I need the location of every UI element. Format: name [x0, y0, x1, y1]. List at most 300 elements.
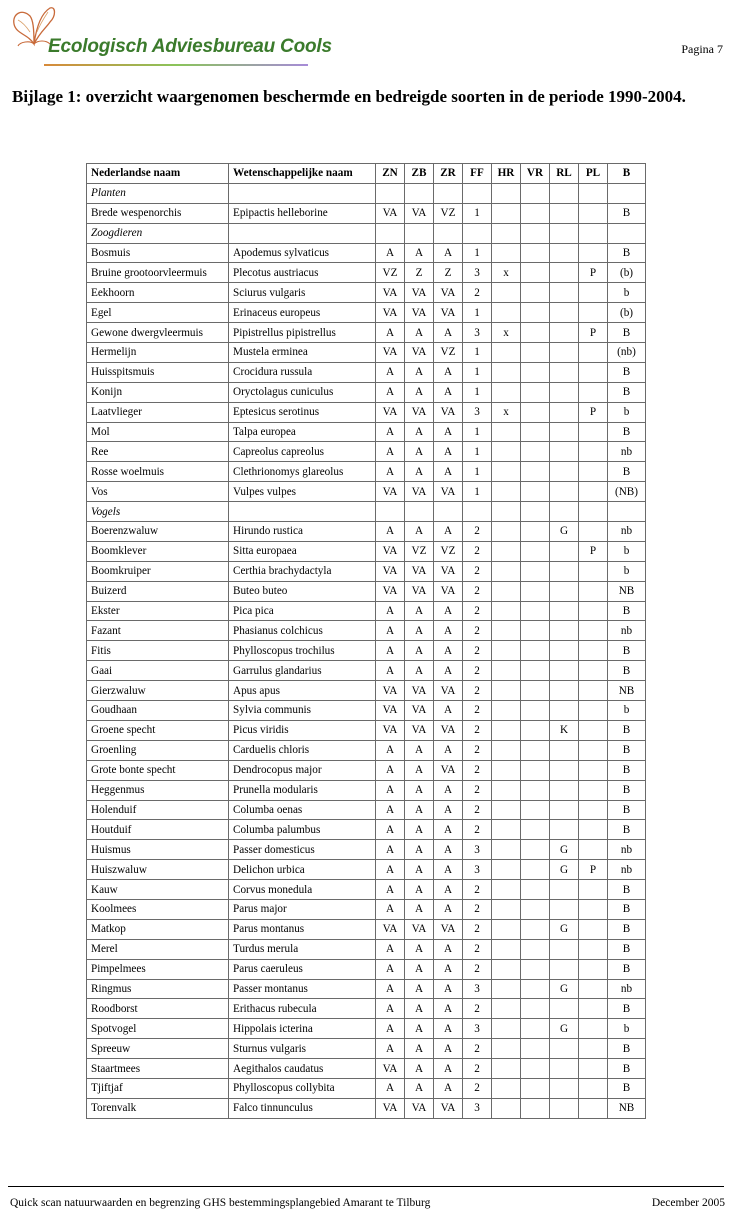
table-cell: VA — [434, 402, 463, 422]
table-cell — [521, 621, 550, 641]
table-cell: b — [608, 541, 646, 561]
table-cell: A — [376, 760, 405, 780]
table-cell — [405, 183, 434, 203]
table-row — [87, 1078, 646, 1098]
table-cell: 3 — [463, 402, 492, 422]
group-row — [87, 502, 646, 522]
table-cell — [550, 740, 579, 760]
table-cell: Plecotus austriacus — [229, 263, 376, 283]
table-cell: VA — [376, 1098, 405, 1118]
table-cell: 3 — [463, 1019, 492, 1039]
table-cell: Merel — [87, 939, 229, 959]
table-cell — [579, 681, 608, 701]
table-row — [87, 860, 646, 880]
table-cell — [550, 541, 579, 561]
table-cell: 2 — [463, 899, 492, 919]
table-cell — [550, 442, 579, 462]
table-cell: Epipactis helleborine — [229, 203, 376, 223]
table-cell — [608, 223, 646, 243]
table-cell: A — [434, 1019, 463, 1039]
table-cell — [521, 482, 550, 502]
table-cell: A — [376, 601, 405, 621]
table-cell — [521, 919, 550, 939]
table-cell: B — [608, 939, 646, 959]
table-cell — [521, 1078, 550, 1098]
table-cell: B — [608, 999, 646, 1019]
table-cell: A — [434, 323, 463, 343]
table-cell — [492, 422, 521, 442]
table-row — [87, 740, 646, 760]
table-cell: 2 — [463, 601, 492, 621]
table-cell: nb — [608, 522, 646, 542]
table-cell — [521, 462, 550, 482]
column-header: ZR — [434, 164, 463, 184]
table-cell: Vos — [87, 482, 229, 502]
table-cell: 2 — [463, 820, 492, 840]
table-cell — [521, 382, 550, 402]
table-cell: A — [405, 621, 434, 641]
table-cell: A — [434, 999, 463, 1019]
table-cell — [579, 303, 608, 323]
table-row — [87, 820, 646, 840]
table-cell — [579, 661, 608, 681]
table-cell: B — [608, 780, 646, 800]
table-cell: VA — [405, 343, 434, 363]
table-cell: 2 — [463, 541, 492, 561]
table-cell: 2 — [463, 701, 492, 721]
table-cell: nb — [608, 860, 646, 880]
table-cell: Laatvlieger — [87, 402, 229, 422]
table-cell — [521, 522, 550, 542]
table-cell — [492, 820, 521, 840]
group-label: Zoogdieren — [87, 223, 229, 243]
table-row — [87, 541, 646, 561]
table-cell: Certhia brachydactyla — [229, 561, 376, 581]
table-cell: A — [405, 820, 434, 840]
table-cell — [521, 820, 550, 840]
table-cell: VA — [434, 1098, 463, 1118]
table-cell — [492, 840, 521, 860]
table-cell — [492, 780, 521, 800]
table-cell — [550, 701, 579, 721]
table-row — [87, 1059, 646, 1079]
table-cell — [492, 223, 521, 243]
table-cell: A — [434, 1078, 463, 1098]
table-cell: 2 — [463, 780, 492, 800]
table-cell: A — [376, 621, 405, 641]
table-row — [87, 621, 646, 641]
table-cell — [521, 203, 550, 223]
table-cell: b — [608, 1019, 646, 1039]
table-cell — [492, 641, 521, 661]
table-cell: A — [405, 422, 434, 442]
table-cell: B — [608, 880, 646, 900]
table-cell: A — [376, 860, 405, 880]
table-cell — [550, 1098, 579, 1118]
table-cell — [521, 581, 550, 601]
table-cell: Matkop — [87, 919, 229, 939]
table-cell: B — [608, 422, 646, 442]
table-row — [87, 919, 646, 939]
table-row — [87, 1019, 646, 1039]
table-cell: P — [579, 860, 608, 880]
table-cell: VA — [434, 482, 463, 502]
table-cell — [579, 999, 608, 1019]
table-cell: NB — [608, 581, 646, 601]
table-cell: VA — [405, 561, 434, 581]
table-cell — [550, 1078, 579, 1098]
table-cell: Rosse woelmuis — [87, 462, 229, 482]
table-cell: VA — [376, 919, 405, 939]
table-cell: 1 — [463, 482, 492, 502]
table-cell: A — [434, 621, 463, 641]
table-cell: A — [434, 522, 463, 542]
table-row — [87, 203, 646, 223]
table-cell — [492, 1019, 521, 1039]
column-header: PL — [579, 164, 608, 184]
table-cell: Holenduif — [87, 800, 229, 820]
table-row — [87, 840, 646, 860]
table-cell — [463, 183, 492, 203]
table-cell — [550, 303, 579, 323]
table-cell — [521, 681, 550, 701]
table-cell — [492, 919, 521, 939]
table-cell: Picus viridis — [229, 720, 376, 740]
table-cell — [550, 482, 579, 502]
table-cell: 2 — [463, 522, 492, 542]
table-cell: 2 — [463, 661, 492, 681]
table-cell — [550, 780, 579, 800]
table-cell — [521, 343, 550, 363]
table-cell: VA — [434, 681, 463, 701]
table-cell: VA — [376, 701, 405, 721]
table-cell: Apus apus — [229, 681, 376, 701]
table-cell — [550, 820, 579, 840]
table-cell — [521, 899, 550, 919]
table-cell: Phylloscopus collybita — [229, 1078, 376, 1098]
table-cell — [492, 581, 521, 601]
table-cell: Heggenmus — [87, 780, 229, 800]
table-cell: A — [405, 362, 434, 382]
table-cell — [521, 860, 550, 880]
table-cell — [550, 1039, 579, 1059]
table-row — [87, 641, 646, 661]
table-cell — [492, 1059, 521, 1079]
table-cell: A — [434, 740, 463, 760]
table-cell: A — [376, 522, 405, 542]
table-cell: 2 — [463, 740, 492, 760]
table-cell: A — [405, 601, 434, 621]
table-cell: A — [405, 442, 434, 462]
table-cell: Pipistrellus pipistrellus — [229, 323, 376, 343]
table-cell: A — [405, 860, 434, 880]
table-cell — [434, 223, 463, 243]
table-cell: Columba palumbus — [229, 820, 376, 840]
table-cell: Falco tinnunculus — [229, 1098, 376, 1118]
table-cell: A — [376, 800, 405, 820]
table-cell: A — [376, 740, 405, 760]
table-cell: Sciurus vulgaris — [229, 283, 376, 303]
table-row — [87, 899, 646, 919]
table-cell: VA — [405, 1098, 434, 1118]
table-cell — [579, 183, 608, 203]
table-cell: VA — [376, 1059, 405, 1079]
table-cell: A — [376, 661, 405, 681]
table-row — [87, 601, 646, 621]
table-cell: Sylvia communis — [229, 701, 376, 721]
table-cell: Crocidura russula — [229, 362, 376, 382]
table-cell: 2 — [463, 800, 492, 820]
table-cell — [492, 382, 521, 402]
table-cell — [492, 462, 521, 482]
table-cell: G — [550, 522, 579, 542]
table-cell: A — [376, 323, 405, 343]
table-cell — [521, 601, 550, 621]
table-cell — [521, 740, 550, 760]
table-cell — [608, 502, 646, 522]
table-cell: B — [608, 959, 646, 979]
table-cell: Turdus merula — [229, 939, 376, 959]
table-cell: VA — [376, 303, 405, 323]
table-cell — [229, 183, 376, 203]
table-cell: A — [405, 880, 434, 900]
table-cell — [579, 1078, 608, 1098]
table-row — [87, 442, 646, 462]
table-cell — [521, 1098, 550, 1118]
table-cell: VA — [405, 701, 434, 721]
column-header: RL — [550, 164, 579, 184]
table-cell: VA — [434, 760, 463, 780]
table-cell: Eptesicus serotinus — [229, 402, 376, 422]
table-cell: Fazant — [87, 621, 229, 641]
table-cell: B — [608, 760, 646, 780]
table-cell: Passer montanus — [229, 979, 376, 999]
table-cell: Pimpelmees — [87, 959, 229, 979]
table-cell: Ekster — [87, 601, 229, 621]
table-cell — [492, 561, 521, 581]
table-cell: B — [608, 820, 646, 840]
table-cell — [579, 720, 608, 740]
table-cell: A — [434, 800, 463, 820]
table-cell: 1 — [463, 362, 492, 382]
column-header: ZB — [405, 164, 434, 184]
group-label: Vogels — [87, 502, 229, 522]
table-cell — [521, 840, 550, 860]
table-cell: A — [434, 880, 463, 900]
table-cell — [492, 880, 521, 900]
table-cell — [550, 999, 579, 1019]
table-cell — [579, 581, 608, 601]
table-cell — [579, 979, 608, 999]
table-cell: A — [434, 641, 463, 661]
table-row — [87, 382, 646, 402]
table-cell — [550, 223, 579, 243]
table-cell: A — [376, 382, 405, 402]
table-cell: Z — [434, 263, 463, 283]
table-cell: Erinaceus europeus — [229, 303, 376, 323]
table-cell — [492, 283, 521, 303]
table-cell: nb — [608, 621, 646, 641]
table-cell: Kauw — [87, 880, 229, 900]
table-cell: B — [608, 362, 646, 382]
table-cell: Delichon urbica — [229, 860, 376, 880]
table-cell: B — [608, 601, 646, 621]
table-cell: VA — [376, 541, 405, 561]
table-cell — [376, 502, 405, 522]
table-cell: 2 — [463, 880, 492, 900]
table-cell: VZ — [376, 263, 405, 283]
table-cell — [463, 223, 492, 243]
table-cell: B — [608, 740, 646, 760]
table-cell: Huismus — [87, 840, 229, 860]
table-cell — [521, 303, 550, 323]
table-cell — [550, 561, 579, 581]
table-cell: Dendrocopus major — [229, 760, 376, 780]
table-cell: Huisspitsmuis — [87, 362, 229, 382]
table-row — [87, 939, 646, 959]
table-cell: A — [434, 462, 463, 482]
table-cell: Aegithalos caudatus — [229, 1059, 376, 1079]
table-cell — [550, 343, 579, 363]
table-cell: A — [434, 701, 463, 721]
table-cell: P — [579, 323, 608, 343]
table-cell: Spreeuw — [87, 1039, 229, 1059]
page-title: Bijlage 1: overzicht waargenomen beschermde en bedreigde soorten in de periode 1990-2004. — [12, 87, 686, 106]
table-cell: Phylloscopus trochilus — [229, 641, 376, 661]
table-cell — [521, 939, 550, 959]
table-cell: Capreolus capreolus — [229, 442, 376, 462]
table-cell: 2 — [463, 681, 492, 701]
table-cell: Vulpes vulpes — [229, 482, 376, 502]
table-cell — [550, 899, 579, 919]
table-cell: Torenvalk — [87, 1098, 229, 1118]
table-cell: A — [405, 522, 434, 542]
table-cell: Goudhaan — [87, 701, 229, 721]
table-cell: B — [608, 800, 646, 820]
table-cell — [579, 760, 608, 780]
table-cell: Ringmus — [87, 979, 229, 999]
table-row — [87, 462, 646, 482]
table-cell — [521, 1059, 550, 1079]
table-cell: 2 — [463, 919, 492, 939]
table-cell: Fitis — [87, 641, 229, 661]
table-row — [87, 343, 646, 363]
table-cell — [550, 641, 579, 661]
table-cell: VA — [405, 283, 434, 303]
table-cell: (b) — [608, 303, 646, 323]
table-cell: b — [608, 561, 646, 581]
table-cell: VA — [405, 581, 434, 601]
table-cell — [492, 502, 521, 522]
table-cell — [579, 740, 608, 760]
table-cell: A — [376, 422, 405, 442]
company-logo — [8, 4, 332, 68]
table-cell — [521, 720, 550, 740]
column-header: B — [608, 164, 646, 184]
table-cell — [492, 939, 521, 959]
table-cell: A — [376, 442, 405, 462]
footer-divider — [8, 1186, 724, 1187]
table-cell — [521, 541, 550, 561]
table-cell — [579, 959, 608, 979]
table-cell — [579, 621, 608, 641]
table-cell: Hippolais icterina — [229, 1019, 376, 1039]
table-cell: A — [376, 1078, 405, 1098]
table-cell: Houtduif — [87, 820, 229, 840]
table-row — [87, 760, 646, 780]
table-cell — [550, 959, 579, 979]
table-cell: G — [550, 860, 579, 880]
table-cell — [579, 1098, 608, 1118]
table-cell — [492, 661, 521, 681]
table-cell: Ree — [87, 442, 229, 462]
table-cell — [492, 243, 521, 263]
table-cell: Gierzwaluw — [87, 681, 229, 701]
table-cell — [492, 541, 521, 561]
page-header — [0, 0, 739, 72]
table-cell: nb — [608, 442, 646, 462]
table-row — [87, 780, 646, 800]
table-cell: Boomkruiper — [87, 561, 229, 581]
table-cell — [492, 800, 521, 820]
table-cell — [405, 223, 434, 243]
table-cell: Gewone dwergvleermuis — [87, 323, 229, 343]
table-cell: A — [376, 1039, 405, 1059]
table-cell: Koolmees — [87, 899, 229, 919]
table-cell: A — [376, 243, 405, 263]
table-cell: A — [405, 840, 434, 860]
table-cell: A — [405, 462, 434, 482]
table-cell: Huiszwaluw — [87, 860, 229, 880]
table-cell: A — [376, 780, 405, 800]
table-cell: VA — [434, 581, 463, 601]
table-cell: x — [492, 323, 521, 343]
table-cell: A — [405, 899, 434, 919]
table-cell: VA — [376, 343, 405, 363]
table-cell: B — [608, 323, 646, 343]
table-cell: Eekhoorn — [87, 283, 229, 303]
table-cell — [579, 382, 608, 402]
table-cell: Parus major — [229, 899, 376, 919]
table-row — [87, 999, 646, 1019]
table-cell: A — [405, 780, 434, 800]
table-cell — [521, 223, 550, 243]
table-cell — [492, 442, 521, 462]
table-cell — [376, 223, 405, 243]
table-cell — [492, 999, 521, 1019]
table-header-row — [87, 164, 646, 184]
table-row — [87, 323, 646, 343]
table-cell: Boerenzwaluw — [87, 522, 229, 542]
table-cell: VA — [376, 581, 405, 601]
table-cell: A — [405, 661, 434, 681]
table-row — [87, 362, 646, 382]
column-header: Wetenschappelijke naam — [229, 164, 376, 184]
table-cell: VA — [376, 283, 405, 303]
table-row — [87, 701, 646, 721]
table-cell: G — [550, 840, 579, 860]
table-cell: B — [608, 1039, 646, 1059]
table-cell — [521, 183, 550, 203]
table-cell: 1 — [463, 203, 492, 223]
table-cell: b — [608, 701, 646, 721]
table-cell — [521, 979, 550, 999]
table-cell: Talpa europea — [229, 422, 376, 442]
table-cell: K — [550, 720, 579, 740]
table-cell — [521, 1039, 550, 1059]
table-cell: 2 — [463, 939, 492, 959]
table-cell — [579, 780, 608, 800]
